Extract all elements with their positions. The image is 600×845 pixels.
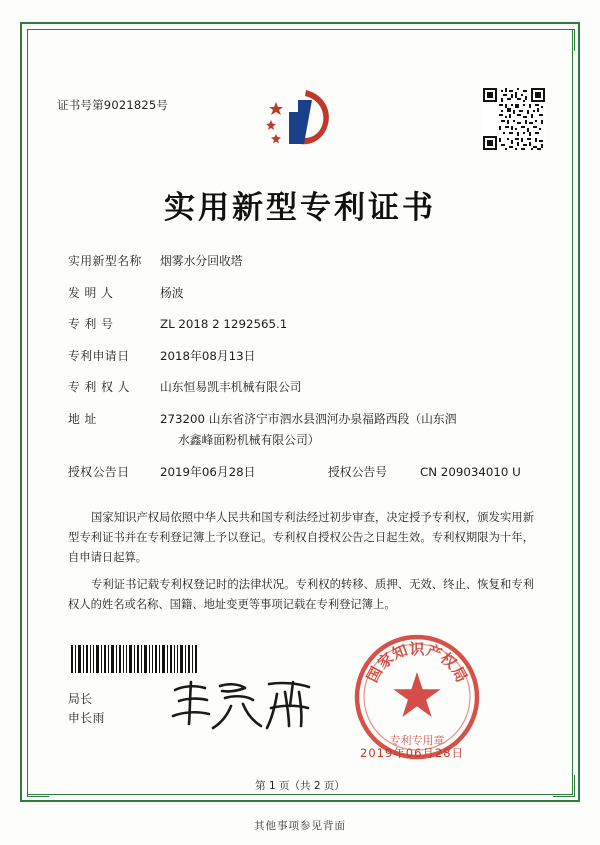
field-row-address bbox=[68, 411, 548, 449]
certificate-number: 证书号第9021825号 bbox=[57, 98, 169, 112]
svg-text:知: 知 bbox=[389, 641, 411, 664]
field-value-secondary: CN 209034010 U bbox=[420, 464, 521, 479]
field-label: 发 明 人 bbox=[68, 285, 114, 300]
field-label: 实用新型名称 bbox=[68, 254, 142, 268]
field-row-application-date bbox=[68, 348, 548, 365]
svg-text:产: 产 bbox=[423, 641, 445, 664]
field-value: 山东恒易凯丰机械有限公司 bbox=[160, 380, 302, 395]
field-list bbox=[68, 253, 548, 495]
svg-text:局: 局 bbox=[447, 663, 471, 686]
field-row-utility-model-name bbox=[68, 253, 548, 270]
svg-text:专利专用章: 专利专用章 bbox=[389, 734, 445, 747]
svg-text:识: 识 bbox=[409, 640, 425, 658]
svg-text:权: 权 bbox=[436, 649, 461, 673]
svg-text:家: 家 bbox=[373, 649, 398, 673]
page-title: 实用新型专利证书 bbox=[164, 190, 436, 226]
director-title-line-2: 申长雨 bbox=[68, 711, 105, 726]
field-label: 专利申请日 bbox=[68, 348, 130, 363]
field-label-secondary: 授权公告号 bbox=[328, 464, 387, 479]
address-line-2: 水鑫峰面粉机械有限公司） bbox=[178, 433, 320, 448]
field-row-grant-publication bbox=[68, 464, 548, 481]
field-label: 专 利 权 人 bbox=[68, 380, 130, 395]
back-side-note: 其他事项参见背面 bbox=[254, 820, 346, 832]
address-line-1: 273200 山东省济宁市泗水县泗河办泉福路西段（山东泗 bbox=[160, 411, 457, 426]
field-value: 2018年08月13日 bbox=[160, 348, 256, 363]
field-row-patent-number bbox=[68, 316, 548, 333]
field-row-patentee bbox=[68, 379, 548, 396]
page-number-footer: 第 1 页（共 2 页） bbox=[255, 780, 345, 792]
cnipa-logo-icon bbox=[262, 82, 338, 154]
field-value bbox=[160, 411, 548, 449]
qr-code-icon bbox=[483, 88, 545, 150]
field-label: 授权公告日 bbox=[68, 464, 130, 479]
field-label: 地 址 bbox=[68, 411, 97, 426]
field-row-inventor bbox=[68, 285, 548, 302]
corner-ornament-top-left bbox=[20, 22, 54, 56]
director-title-block bbox=[68, 690, 105, 729]
director-title-line-1: 局长 bbox=[68, 692, 93, 706]
field-label: 专 利 号 bbox=[68, 317, 114, 332]
field-value: 2019年06月28日 bbox=[160, 464, 256, 479]
legal-text bbox=[68, 508, 534, 623]
svg-text:国: 国 bbox=[363, 663, 387, 686]
legal-paragraph-1: 国家知识产权局依照中华人民共和国专利法经过初步审查，决定授予专利权，颁发实用新型专利证书并在专利登记簿上予以登记。专利权自授权公告之日起生效。专利权期限为十年，自申请日起算。 bbox=[68, 511, 534, 564]
legal-paragraph-2: 专利证书记载专利权登记时的法律状况。专利权的转移、质押、无效、终止、恢复和专利权人的姓名或名称、国籍、地址变更等事项记载在专利登记簿上。 bbox=[68, 578, 534, 612]
handwritten-signature-icon bbox=[165, 676, 320, 734]
field-value: 烟雾水分回收塔 bbox=[160, 254, 243, 268]
field-value: 杨波 bbox=[160, 285, 184, 300]
official-seal-icon bbox=[352, 632, 482, 762]
field-value: ZL 2018 2 1292565.1 bbox=[160, 317, 288, 332]
barcode-icon bbox=[70, 645, 198, 673]
seal-date: 2019年06月28日 bbox=[360, 746, 465, 760]
corner-ornament-top-right bbox=[546, 22, 580, 56]
